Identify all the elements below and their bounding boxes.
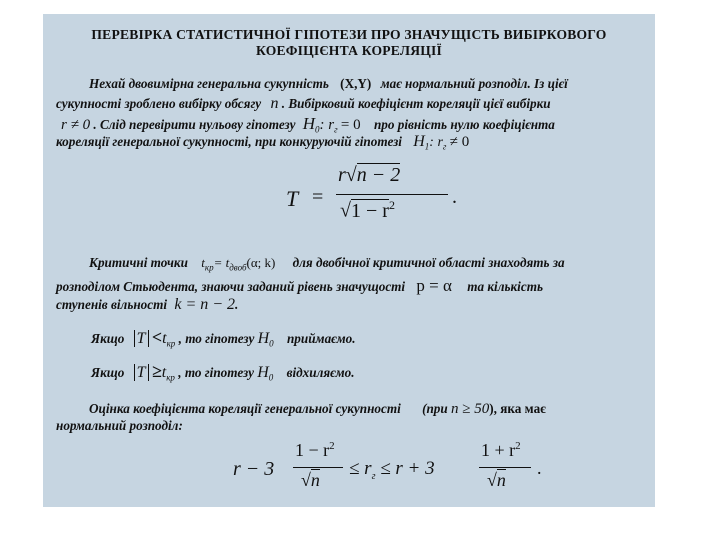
abs-t: T bbox=[134, 330, 149, 347]
t-symbol: T bbox=[286, 186, 299, 211]
lhs: r − 3 bbox=[233, 458, 275, 480]
exponent: 2 bbox=[329, 440, 335, 452]
fraction-bar bbox=[293, 467, 343, 468]
t-numerator: r√n − 2 bbox=[338, 164, 401, 186]
t-crit bbox=[201, 255, 276, 273]
neq-zero: ≠ 0 bbox=[449, 134, 470, 150]
text: приймаємо. bbox=[286, 331, 356, 346]
para2-line1 bbox=[89, 255, 565, 273]
text: розподілом Стьюдента, знаючи заданий рівень значущості bbox=[56, 279, 406, 294]
text: для двобічної критичної області знаходять за bbox=[292, 255, 565, 270]
para3-line2: нормальний розподіл: bbox=[56, 418, 183, 433]
text: , то гіпотезу bbox=[178, 365, 254, 380]
le2: ≤ r + 3 bbox=[380, 458, 435, 479]
exponent: 2 bbox=[515, 440, 521, 452]
para1-line3 bbox=[61, 114, 555, 135]
slide bbox=[43, 14, 655, 507]
subscript: г bbox=[371, 470, 376, 482]
subscript: кр bbox=[204, 262, 214, 273]
r-symbol: r bbox=[338, 164, 346, 186]
text: Критичні точки bbox=[89, 255, 188, 270]
para2-line2 bbox=[56, 276, 543, 296]
text: ), яка має bbox=[489, 401, 546, 416]
subscript: 0 bbox=[268, 372, 274, 383]
dot: . bbox=[452, 186, 457, 208]
exponent: 2 bbox=[388, 198, 395, 212]
eq-sign: = bbox=[312, 186, 324, 208]
n-geq-50: n ≥ 50 bbox=[451, 401, 490, 417]
r-symbol: : r bbox=[429, 135, 443, 150]
subscript: 0 bbox=[269, 338, 274, 349]
h-symbol: H bbox=[257, 330, 270, 347]
numerator bbox=[295, 440, 335, 461]
denominator: √n bbox=[301, 470, 320, 490]
text: . Вибірковий коефіцієнт кореляції цієї вибірки bbox=[281, 96, 551, 111]
fraction-bar bbox=[336, 194, 448, 195]
rule-reject bbox=[91, 361, 355, 383]
text: кореляції генеральної сукупності, при конкуруючій гіпотезі bbox=[56, 134, 402, 149]
para1-line4 bbox=[56, 133, 469, 152]
text: відхиляємо. bbox=[286, 365, 355, 380]
n-symbol: n bbox=[270, 95, 279, 112]
text: Нехай двовимірна генеральна сукупність bbox=[89, 76, 329, 91]
text: про рівність нулю коефіцієнта bbox=[373, 117, 555, 132]
text: сукупності зроблено вибірку обсягу bbox=[56, 96, 262, 111]
formula-ci bbox=[233, 440, 553, 496]
den: n bbox=[496, 470, 506, 490]
para1-line2 bbox=[56, 95, 551, 113]
den: n bbox=[310, 470, 320, 490]
h1-symbol: H bbox=[413, 133, 425, 150]
para2-line3 bbox=[56, 296, 238, 314]
h-symbol: H bbox=[257, 364, 269, 381]
text: , то гіпотезу bbox=[178, 331, 255, 346]
subscript: двоб bbox=[229, 262, 247, 273]
text: (при bbox=[422, 401, 448, 416]
radicand: 1 − r bbox=[350, 199, 389, 222]
subscript: кр bbox=[166, 372, 175, 383]
para3-line1 bbox=[89, 401, 546, 418]
h1-subscript: 1 bbox=[424, 141, 430, 152]
title-line-2: КОЕФІЦІЄНТА КОРЕЛЯЦІЇ bbox=[256, 43, 442, 58]
middle bbox=[349, 458, 435, 482]
abs-t: T bbox=[134, 364, 149, 381]
dot: . bbox=[235, 297, 239, 312]
text: та кількість bbox=[467, 279, 543, 294]
rule-accept bbox=[91, 327, 356, 349]
text: має нормальний розподіл. Із цієї bbox=[380, 76, 568, 91]
fraction-bar bbox=[479, 467, 531, 468]
dot: . bbox=[537, 458, 542, 478]
xy-symbol: (X,Y) bbox=[340, 76, 372, 91]
title-line-1: ПЕРЕВІРКА СТАТИСТИЧНОЇ ГІПОТЕЗИ ПРО ЗНАЧУЩІСТЬ ВИБІРКОВОГО bbox=[91, 27, 607, 42]
args: (α; k) bbox=[246, 255, 276, 270]
h-symbol: H bbox=[302, 114, 316, 133]
k-formula: k = n − 2 bbox=[174, 296, 236, 313]
t-symbol: t bbox=[161, 364, 167, 381]
num: 1 − r bbox=[295, 440, 330, 460]
para1-line1 bbox=[89, 76, 568, 92]
r-neq-0: r ≠ 0 bbox=[61, 117, 91, 133]
fraction-right bbox=[479, 440, 531, 496]
text: ступенів вільності bbox=[56, 297, 168, 312]
t-fraction bbox=[336, 164, 448, 228]
geq: ≥ bbox=[151, 361, 162, 381]
r-symbol: : r bbox=[319, 117, 335, 133]
le1: ≤ r bbox=[349, 458, 372, 479]
less-than: < bbox=[151, 327, 163, 347]
text: Якщо bbox=[91, 331, 125, 346]
r-subscript: г bbox=[334, 124, 338, 135]
h-subscript: 0 bbox=[315, 124, 320, 135]
denominator: √n bbox=[487, 470, 506, 490]
t-symbol: t bbox=[162, 330, 167, 347]
subscript: кр bbox=[166, 338, 176, 349]
radicand: n − 2 bbox=[356, 164, 401, 186]
p-alpha: p = α bbox=[416, 276, 452, 295]
numerator bbox=[481, 440, 521, 461]
eq-t: = t bbox=[213, 255, 230, 270]
r-subscript: г bbox=[442, 141, 447, 152]
text: Якщо bbox=[91, 365, 125, 380]
num: 1 + r bbox=[481, 440, 516, 460]
eq-zero: = 0 bbox=[340, 117, 361, 133]
fraction-left bbox=[293, 440, 343, 496]
text: . Слід перевірити нульову гіпотезу bbox=[93, 117, 296, 132]
t-symbol: t bbox=[201, 255, 205, 270]
t-denominator: $√1 - r^2$ bbox=[340, 198, 395, 222]
text: Оцінка коефіцієнта кореляції генеральної сукупності bbox=[89, 401, 401, 416]
